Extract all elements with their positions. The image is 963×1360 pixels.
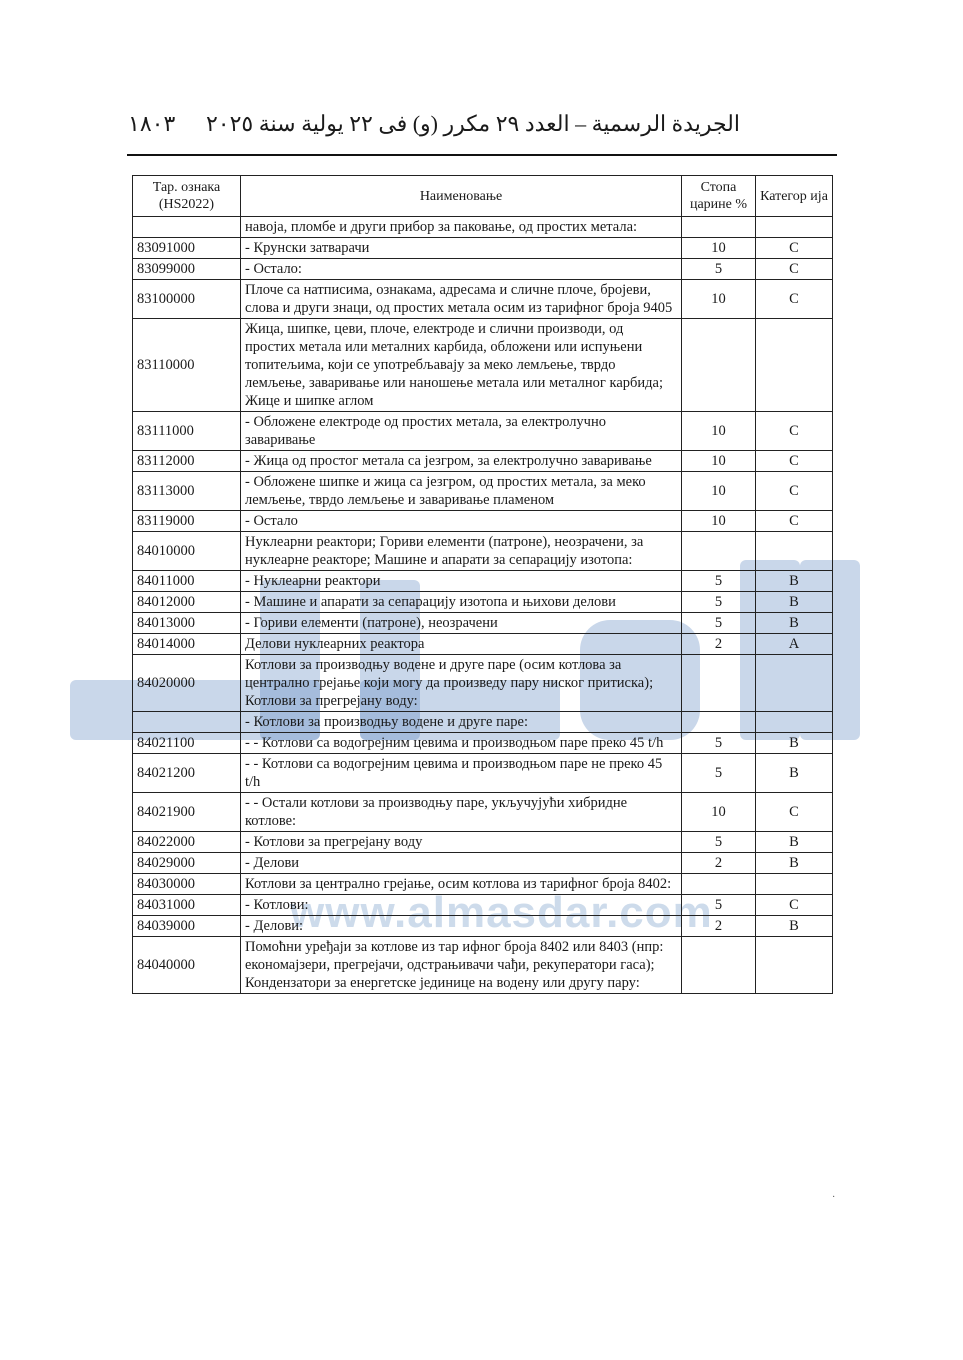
name-cell: - Обложене шипке и жица са језгром, од простих метала, за меко лемљење, тврдо лемљење и заваривање пламеном [241, 472, 682, 511]
rate-cell: 10 [682, 472, 756, 511]
code-cell: 84020000 [133, 655, 241, 712]
rate-cell: 5 [682, 259, 756, 280]
code-cell: 84021200 [133, 754, 241, 793]
table-row [133, 655, 833, 712]
table-row [133, 319, 833, 412]
category-cell [756, 655, 833, 712]
header-name: Наименовање [241, 176, 682, 217]
name-cell: навоја, пломбе и други прибор за паковање, од простих метала: [241, 217, 682, 238]
category-cell: B [756, 571, 833, 592]
code-cell: 83112000 [133, 451, 241, 472]
page-mark: · [832, 1192, 836, 1203]
table-body [133, 217, 833, 994]
rate-cell: 10 [682, 511, 756, 532]
category-cell [756, 319, 833, 412]
name-cell: Делови нуклеарних реактора [241, 634, 682, 655]
table-row [133, 259, 833, 280]
name-cell: Котлови за централно грејање, осим котлова из тарифног броја 8402: [241, 874, 682, 895]
name-cell: - Жица од простог метала са језгром, за електролучно заваривање [241, 451, 682, 472]
page-number: ١٨٠٣ [128, 111, 176, 136]
rate-cell: 5 [682, 754, 756, 793]
table-row [133, 733, 833, 754]
category-cell: C [756, 511, 833, 532]
header-divider [127, 154, 837, 156]
rate-cell: 10 [682, 412, 756, 451]
rate-cell: 10 [682, 238, 756, 259]
rate-cell [682, 712, 756, 733]
name-cell: - Котлови: [241, 895, 682, 916]
category-cell: B [756, 754, 833, 793]
category-cell: B [756, 832, 833, 853]
table-header-row [133, 176, 833, 217]
table-row [133, 532, 833, 571]
table-row [133, 451, 833, 472]
table-row [133, 874, 833, 895]
rate-cell [682, 319, 756, 412]
code-cell: 84012000 [133, 592, 241, 613]
category-cell: A [756, 634, 833, 655]
name-cell: - Машине и апарати за сепарацију изотопа и њихови делови [241, 592, 682, 613]
table-row [133, 571, 833, 592]
category-cell: C [756, 451, 833, 472]
name-cell: - Делови: [241, 916, 682, 937]
rate-cell [682, 532, 756, 571]
rate-cell: 5 [682, 895, 756, 916]
table-row [133, 937, 833, 994]
code-cell: 84021100 [133, 733, 241, 754]
gazette-title: الجريدة الرسمية – العدد ٢٩ مكرر (و) فى ٢٢ يولية سنة ٢٠٢٥ [205, 111, 740, 136]
code-cell: 84031000 [133, 895, 241, 916]
rate-cell: 5 [682, 613, 756, 634]
rate-cell: 10 [682, 280, 756, 319]
table-row [133, 895, 833, 916]
code-cell: 83110000 [133, 319, 241, 412]
code-cell: 84014000 [133, 634, 241, 655]
table-row [133, 511, 833, 532]
name-cell: Нуклеарни реактори; Гориви елементи (патроне), неозрачени, за нуклеарне реакторе; Машине и апарати за сепарацију изотопа: [241, 532, 682, 571]
category-cell: B [756, 592, 833, 613]
code-cell: 84040000 [133, 937, 241, 994]
rate-cell [682, 937, 756, 994]
table-row [133, 793, 833, 832]
table-row [133, 412, 833, 451]
category-cell: C [756, 280, 833, 319]
category-cell: C [756, 259, 833, 280]
category-cell: C [756, 412, 833, 451]
rate-cell: 2 [682, 634, 756, 655]
name-cell: - Делови [241, 853, 682, 874]
table-row [133, 853, 833, 874]
category-cell: B [756, 853, 833, 874]
name-cell: - Нуклеарни реактори [241, 571, 682, 592]
watermark-url: www.almasdar.com [290, 888, 713, 937]
code-cell: 83119000 [133, 511, 241, 532]
header-category: Категор ија [756, 176, 833, 217]
table-row [133, 634, 833, 655]
rate-cell: 5 [682, 571, 756, 592]
rate-cell: 10 [682, 793, 756, 832]
name-cell: - Гориви елементи (патроне), неозрачени [241, 613, 682, 634]
code-cell: 84021900 [133, 793, 241, 832]
rate-cell: 5 [682, 592, 756, 613]
rate-cell [682, 217, 756, 238]
category-cell [756, 532, 833, 571]
name-cell: - - Котлови са водогрејним цевима и производњом паре не преко 45 t/h [241, 754, 682, 793]
code-cell: 83100000 [133, 280, 241, 319]
rate-cell: 5 [682, 733, 756, 754]
code-cell [133, 217, 241, 238]
rate-cell: 2 [682, 916, 756, 937]
name-cell: - Котлови за прегрејану воду [241, 832, 682, 853]
table-row [133, 712, 833, 733]
code-cell: 84010000 [133, 532, 241, 571]
code-cell: 84029000 [133, 853, 241, 874]
table-row [133, 217, 833, 238]
table-row [133, 832, 833, 853]
code-cell: 84030000 [133, 874, 241, 895]
category-cell [756, 712, 833, 733]
rate-cell: 2 [682, 853, 756, 874]
header-rate: Стопа царине % [682, 176, 756, 217]
rate-cell: 5 [682, 832, 756, 853]
table-row [133, 916, 833, 937]
code-cell: 83111000 [133, 412, 241, 451]
name-cell: Жица, шипке, цеви, плоче, електроде и слични производи, од простих метала или металних карбида, обложени или испуњени топитељима, који се употребљавају за меко лемљење, тврдо лемљење, заваривање или наношење метала или металног карбида; Жице и шипке аглом [241, 319, 682, 412]
code-cell: 83099000 [133, 259, 241, 280]
name-cell: Плоче са натписима, ознакама, адресама и сличне плоче, бројеви, слова и други знаци, од простих метала осим из тарифног броја 9405 [241, 280, 682, 319]
page-header [128, 104, 836, 144]
table-row [133, 613, 833, 634]
name-cell: - Остало: [241, 259, 682, 280]
rate-cell: 10 [682, 451, 756, 472]
category-cell: B [756, 613, 833, 634]
category-cell [756, 217, 833, 238]
name-cell: - Обложене електроде од простих метала, за електролучно заваривање [241, 412, 682, 451]
name-cell: Котлови за производњу водене и друге паре (осим котлова за централно грејање који могу да произведу пару ниског притиска); Котлови за прегрејану воду: [241, 655, 682, 712]
rate-cell [682, 655, 756, 712]
table-row [133, 280, 833, 319]
table-row [133, 592, 833, 613]
category-cell: C [756, 793, 833, 832]
name-cell: - Котлови за производњу водене и друге паре: [241, 712, 682, 733]
table-row [133, 754, 833, 793]
category-cell: B [756, 916, 833, 937]
code-cell: 83113000 [133, 472, 241, 511]
code-cell: 84013000 [133, 613, 241, 634]
code-cell [133, 712, 241, 733]
category-cell [756, 874, 833, 895]
name-cell: - Остало [241, 511, 682, 532]
category-cell: C [756, 238, 833, 259]
category-cell: C [756, 895, 833, 916]
category-cell: C [756, 472, 833, 511]
table-row [133, 238, 833, 259]
code-cell: 83091000 [133, 238, 241, 259]
name-cell: Помоћни уређаји за котлове из тар ифног броја 8402 или 8403 (нпр: економајзери, прегрејачи, одстрањивачи чађи, рекуператори гаса); Кондензатори за енергетске јединице на водену или другу пару: [241, 937, 682, 994]
name-cell: - - Котлови са водогрејним цевима и производњом паре преко 45 t/h [241, 733, 682, 754]
header-code: Тар. ознака (HS2022) [133, 176, 241, 217]
category-cell [756, 937, 833, 994]
table-row [133, 472, 833, 511]
name-cell: - Крунски затварачи [241, 238, 682, 259]
code-cell: 84039000 [133, 916, 241, 937]
rate-cell [682, 874, 756, 895]
code-cell: 84022000 [133, 832, 241, 853]
code-cell: 84011000 [133, 571, 241, 592]
category-cell: B [756, 733, 833, 754]
name-cell: - - Остали котлови за производњу паре, укључујући хибридне котлове: [241, 793, 682, 832]
tariff-table [132, 175, 833, 994]
